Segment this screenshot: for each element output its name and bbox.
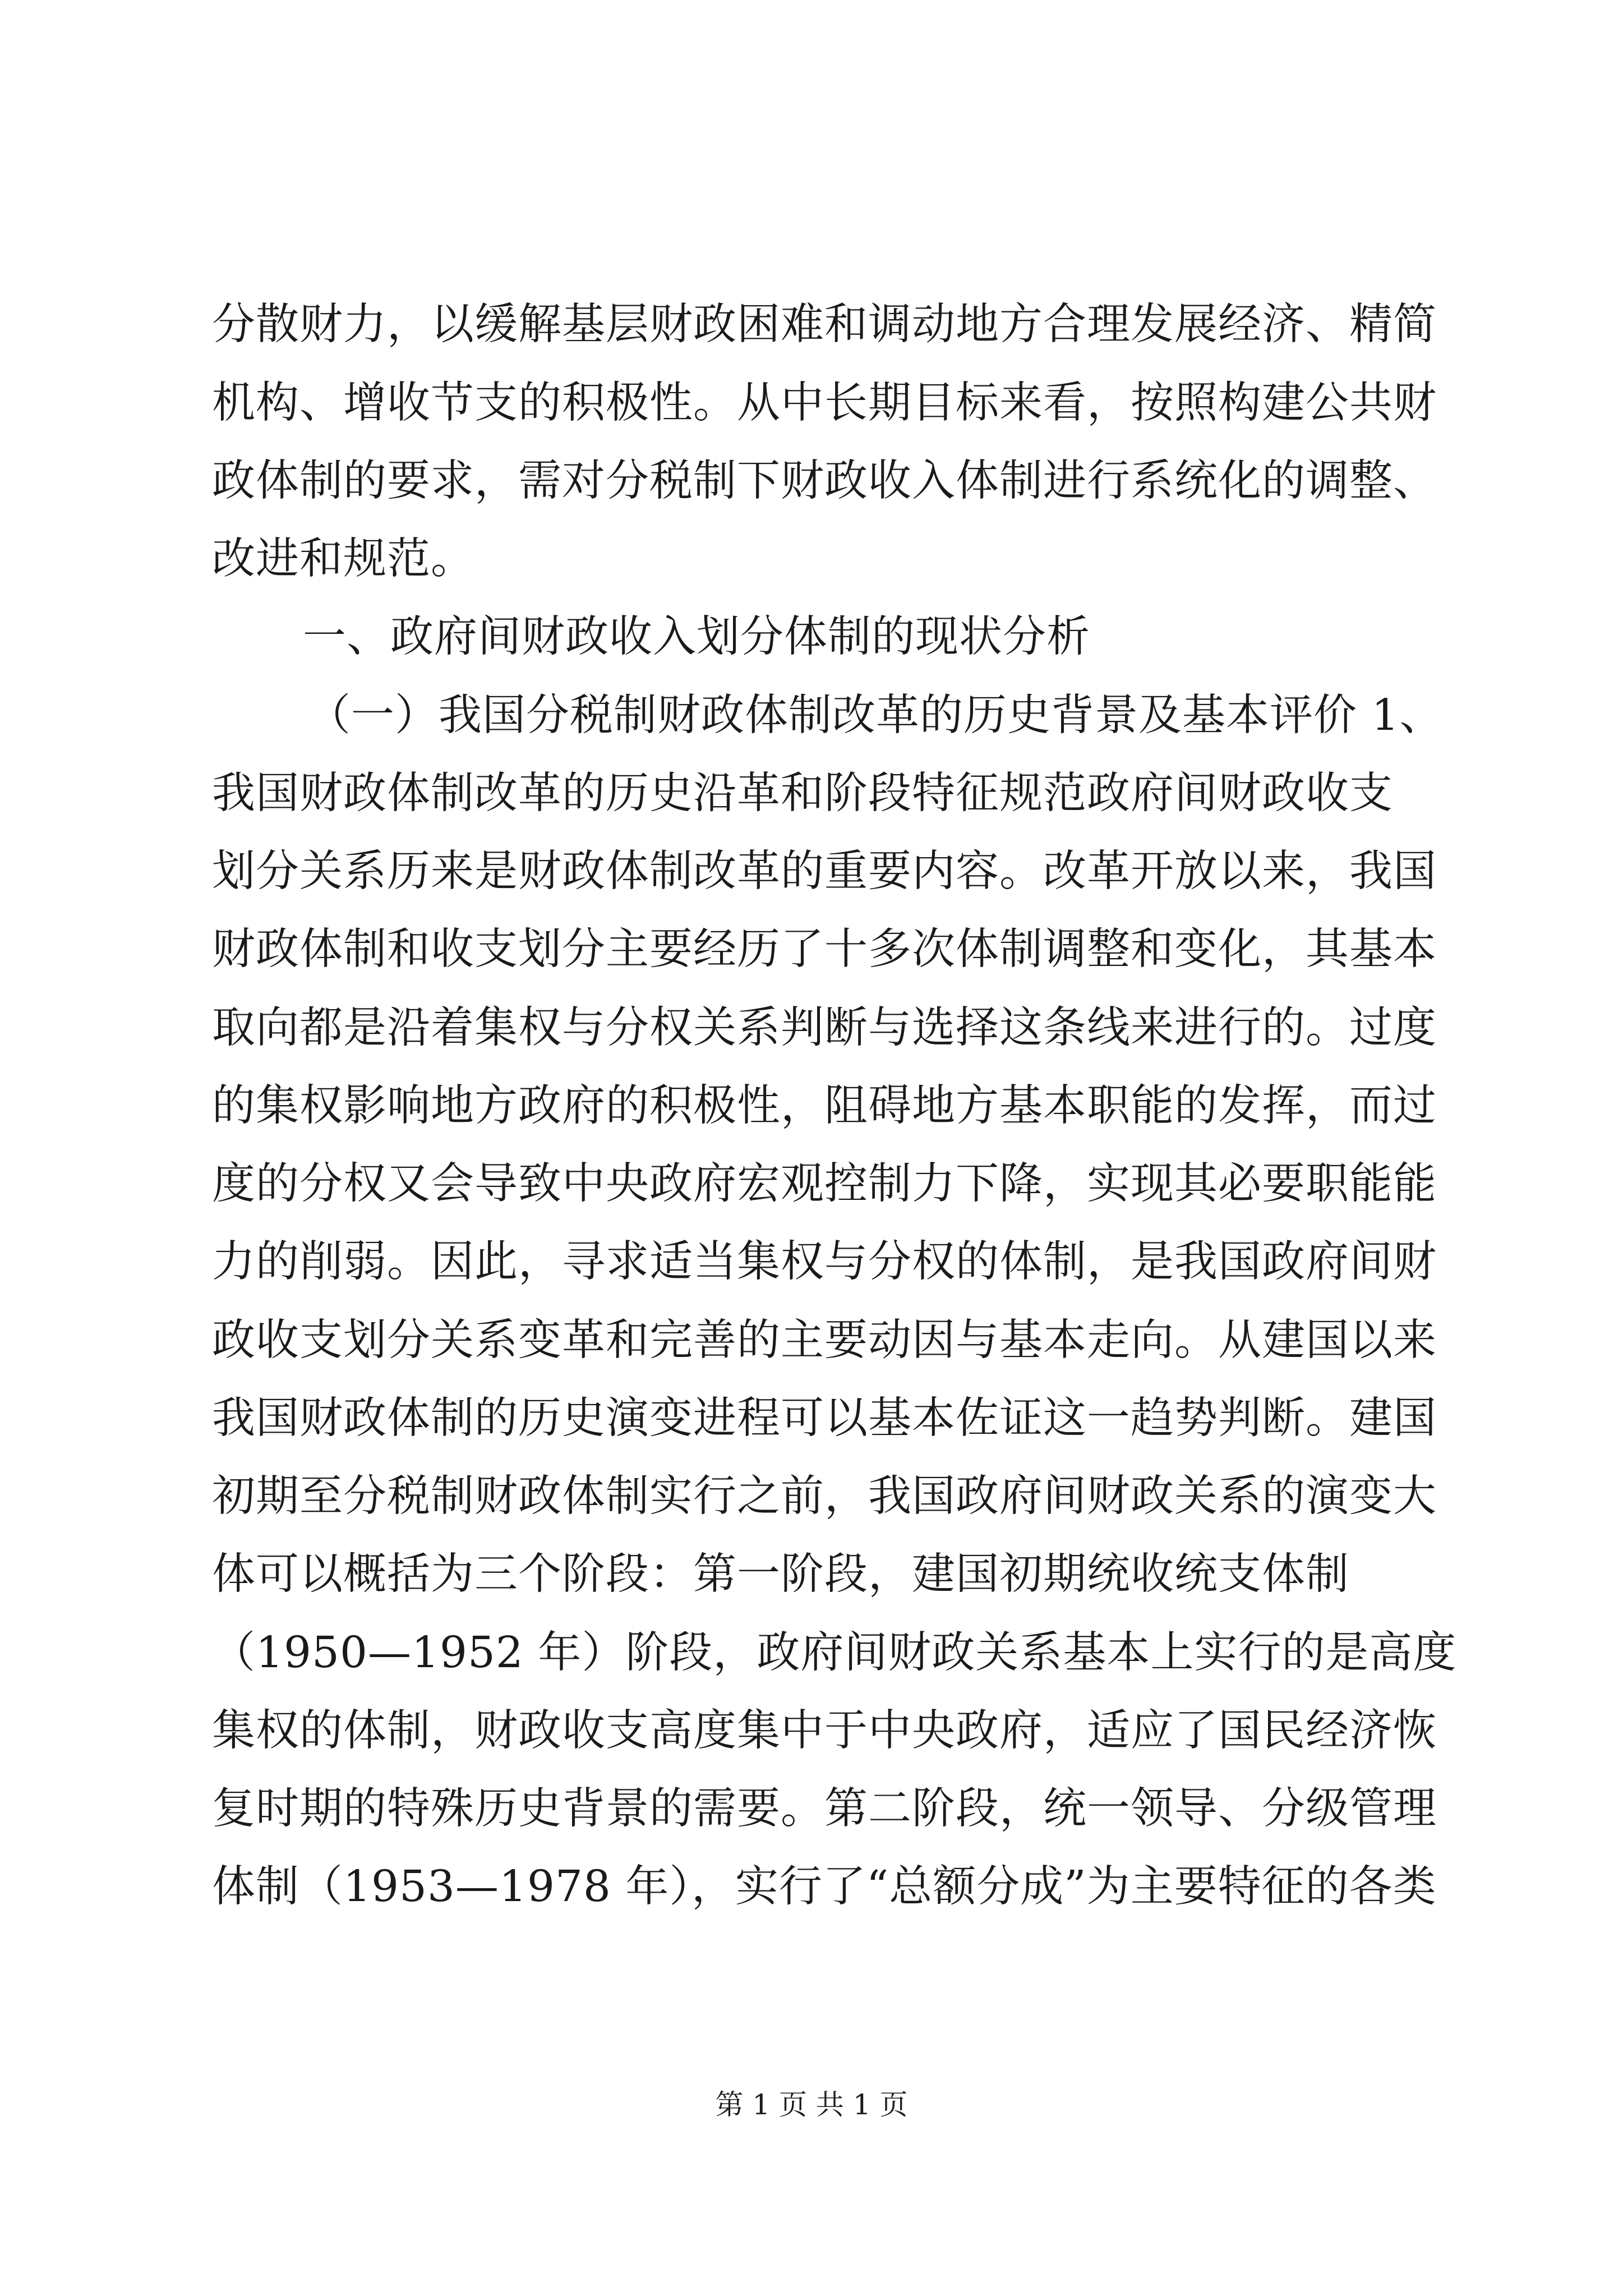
section-heading: 一、政府间财政收入划分体制的现状分析 — [303, 612, 1090, 662]
body-text-line: 政收支划分关系变革和完善的主要动因与基本走向。从建国以来 — [212, 1315, 1437, 1365]
body-text-line: 机构、增收节支的积极性。从中长期目标来看，按照构建公共财 — [212, 378, 1437, 428]
body-text-line: 的集权影响地方政府的积极性，阻碍地方基本职能的发挥，而过 — [212, 1081, 1437, 1131]
body-text-line: 政体制的要求，需对分税制下财政收入体制进行系统化的调整、 — [212, 456, 1437, 506]
body-text-line: 力的削弱。因此，寻求适当集权与分权的体制，是我国政府间财 — [212, 1237, 1437, 1287]
body-text-line: 集权的体制，财政收支高度集中于中央政府，适应了国民经济恢 — [212, 1706, 1437, 1756]
body-text-line: 我国财政体制的历史演变进程可以基本佐证这一趋势判断。建国 — [212, 1393, 1437, 1443]
page-footer: 第 1 页 共 1 页 — [715, 2088, 908, 2121]
body-text-line: 初期至分税制财政体制实行之前，我国政府间财政关系的演变大 — [212, 1471, 1437, 1521]
body-text-line: 分散财力，以缓解基层财政困难和调动地方合理发展经济、精简 — [212, 300, 1437, 349]
body-text-line: 划分关系历来是财政体制改革的重要内容。改革开放以来，我国 — [212, 846, 1437, 896]
body-text-line: 改进和规范。 — [212, 534, 474, 584]
body-text-line: 体制（1953—1978 年），实行了“总额分成”为主要特征的各类 — [212, 1862, 1437, 1912]
body-text-line: 我国财政体制改革的历史沿革和阶段特征规范政府间财政收支 — [212, 769, 1393, 818]
body-text-line: （1950—1952 年）阶段，政府间财政关系基本上实行的是高度 — [212, 1628, 1457, 1678]
body-text-line: 取向都是沿着集权与分权关系判断与选择这条线来进行的。过度 — [212, 1003, 1437, 1053]
body-text-line: 复时期的特殊历史背景的需要。第二阶段，统一领导、分级管理 — [212, 1784, 1437, 1834]
body-text-line: 体可以概括为三个阶段：第一阶段，建国初期统收统支体制 — [212, 1549, 1349, 1599]
body-text-line: 财政体制和收支划分主要经历了十多次体制调整和变化，其基本 — [212, 924, 1437, 974]
subsection-heading: （一）我国分税制财政体制改革的历史背景及基本评价 1、 — [307, 691, 1444, 740]
body-text-line: 度的分权又会导致中央政府宏观控制力下降，实现其必要职能能 — [212, 1159, 1437, 1209]
